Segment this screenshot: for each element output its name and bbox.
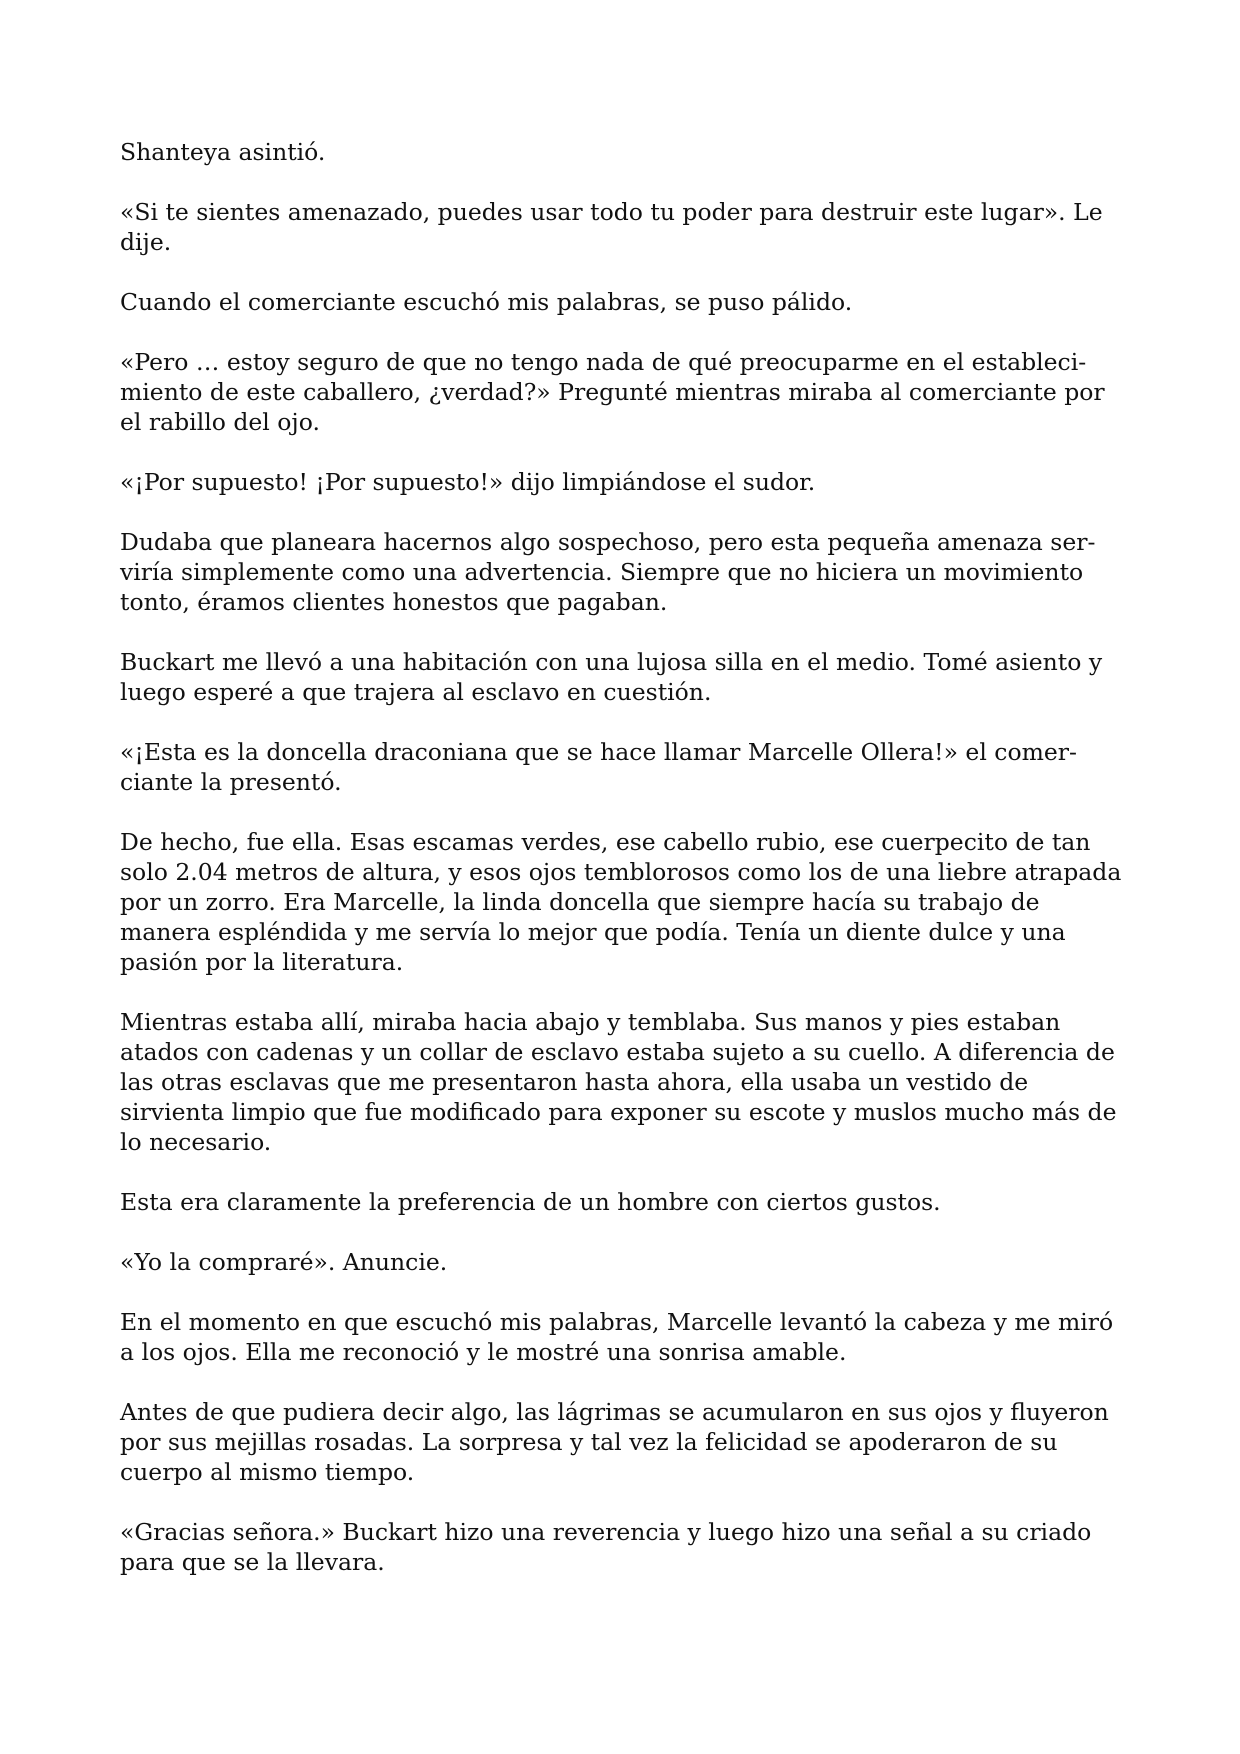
paragraph: De hecho, fue ella. Esas escamas verdes, ese cabello rubio, ese cuerpecito de tan solo 2.04 metros de altura, y esos ojos temblorosos como los de una liebre atrapada por un zorro. Era Marcelle, la linda doncella que siempre hacía su trabajo de manera espléndida y me servía lo mejor que podía. Tenía un diente dulce y una pasión por la literatura.: [120, 828, 1122, 976]
paragraph: En el momento en que escuchó mis palabras, Marcelle levantó la cabeza y me miró a los ojos. Ella me reconoció y le mostré una sonrisa amable.: [120, 1308, 1114, 1366]
paragraph: «Pero … estoy seguro de que no tengo nada de qué preocuparme en el establecimiento de este caballero, ¿verdad?» Pregunté mientras miraba al comerciante por el rabillo del ojo.: [120, 348, 1105, 436]
paragraph: «¡Por supuesto! ¡Por supuesto!» dijo limpiándose el sudor.: [120, 468, 816, 496]
paragraph: Cuando el comerciante escuchó mis palabras, se puso pálido.: [120, 288, 853, 316]
paragraph: «¡Esta es la doncella draconiana que se hace llamar Marcelle Ollera!» el comerciante la presentó.: [120, 738, 1077, 796]
paragraph: Shanteya asintió.: [120, 138, 326, 166]
paragraph: Mientras estaba allí, miraba hacia abajo y temblaba. Sus manos y pies estaban atados con cadenas y un collar de esclavo estaba sujeto a su cuello. A diferencia de las otras esclavas que me presentaron hasta ahora, ella usaba un vestido de sirvienta limpio que fue modificado para exponer su escote y muslos mucho más de lo necesario.: [120, 1008, 1117, 1156]
paragraph: Antes de que pudiera decir algo, las lágrimas se acumularon en sus ojos y fluyeron por sus mejillas rosadas. La sorpresa y tal vez la felicidad se apoderaron de su cuerpo al mismo tiempo.: [120, 1398, 1109, 1486]
body-text: [120, 137, 1130, 1607]
paragraph: «Gracias señora.» Buckart hizo una reverencia y luego hizo una señal a su criado para que se la llevara.: [120, 1518, 1092, 1576]
paragraph: Buckart me llevó a una habitación con una lujosa silla en el medio. Tomé asiento y luego esperé a que trajera al esclavo en cuestión.: [120, 648, 1103, 706]
paragraph: «Yo la compraré». Anuncie.: [120, 1248, 448, 1276]
paragraph: Esta era claramente la preferencia de un hombre con ciertos gustos.: [120, 1188, 941, 1216]
paragraph: Dudaba que planeara hacernos algo sospechoso, pero esta pequeña amenaza serviría simplemente como una advertencia. Siempre que no hiciera un movimiento tonto, éramos clientes honestos que pagaban.: [120, 528, 1096, 616]
paragraph: «Si te sientes amenazado, puedes usar todo tu poder para destruir este lugar». Le dije.: [120, 198, 1103, 256]
